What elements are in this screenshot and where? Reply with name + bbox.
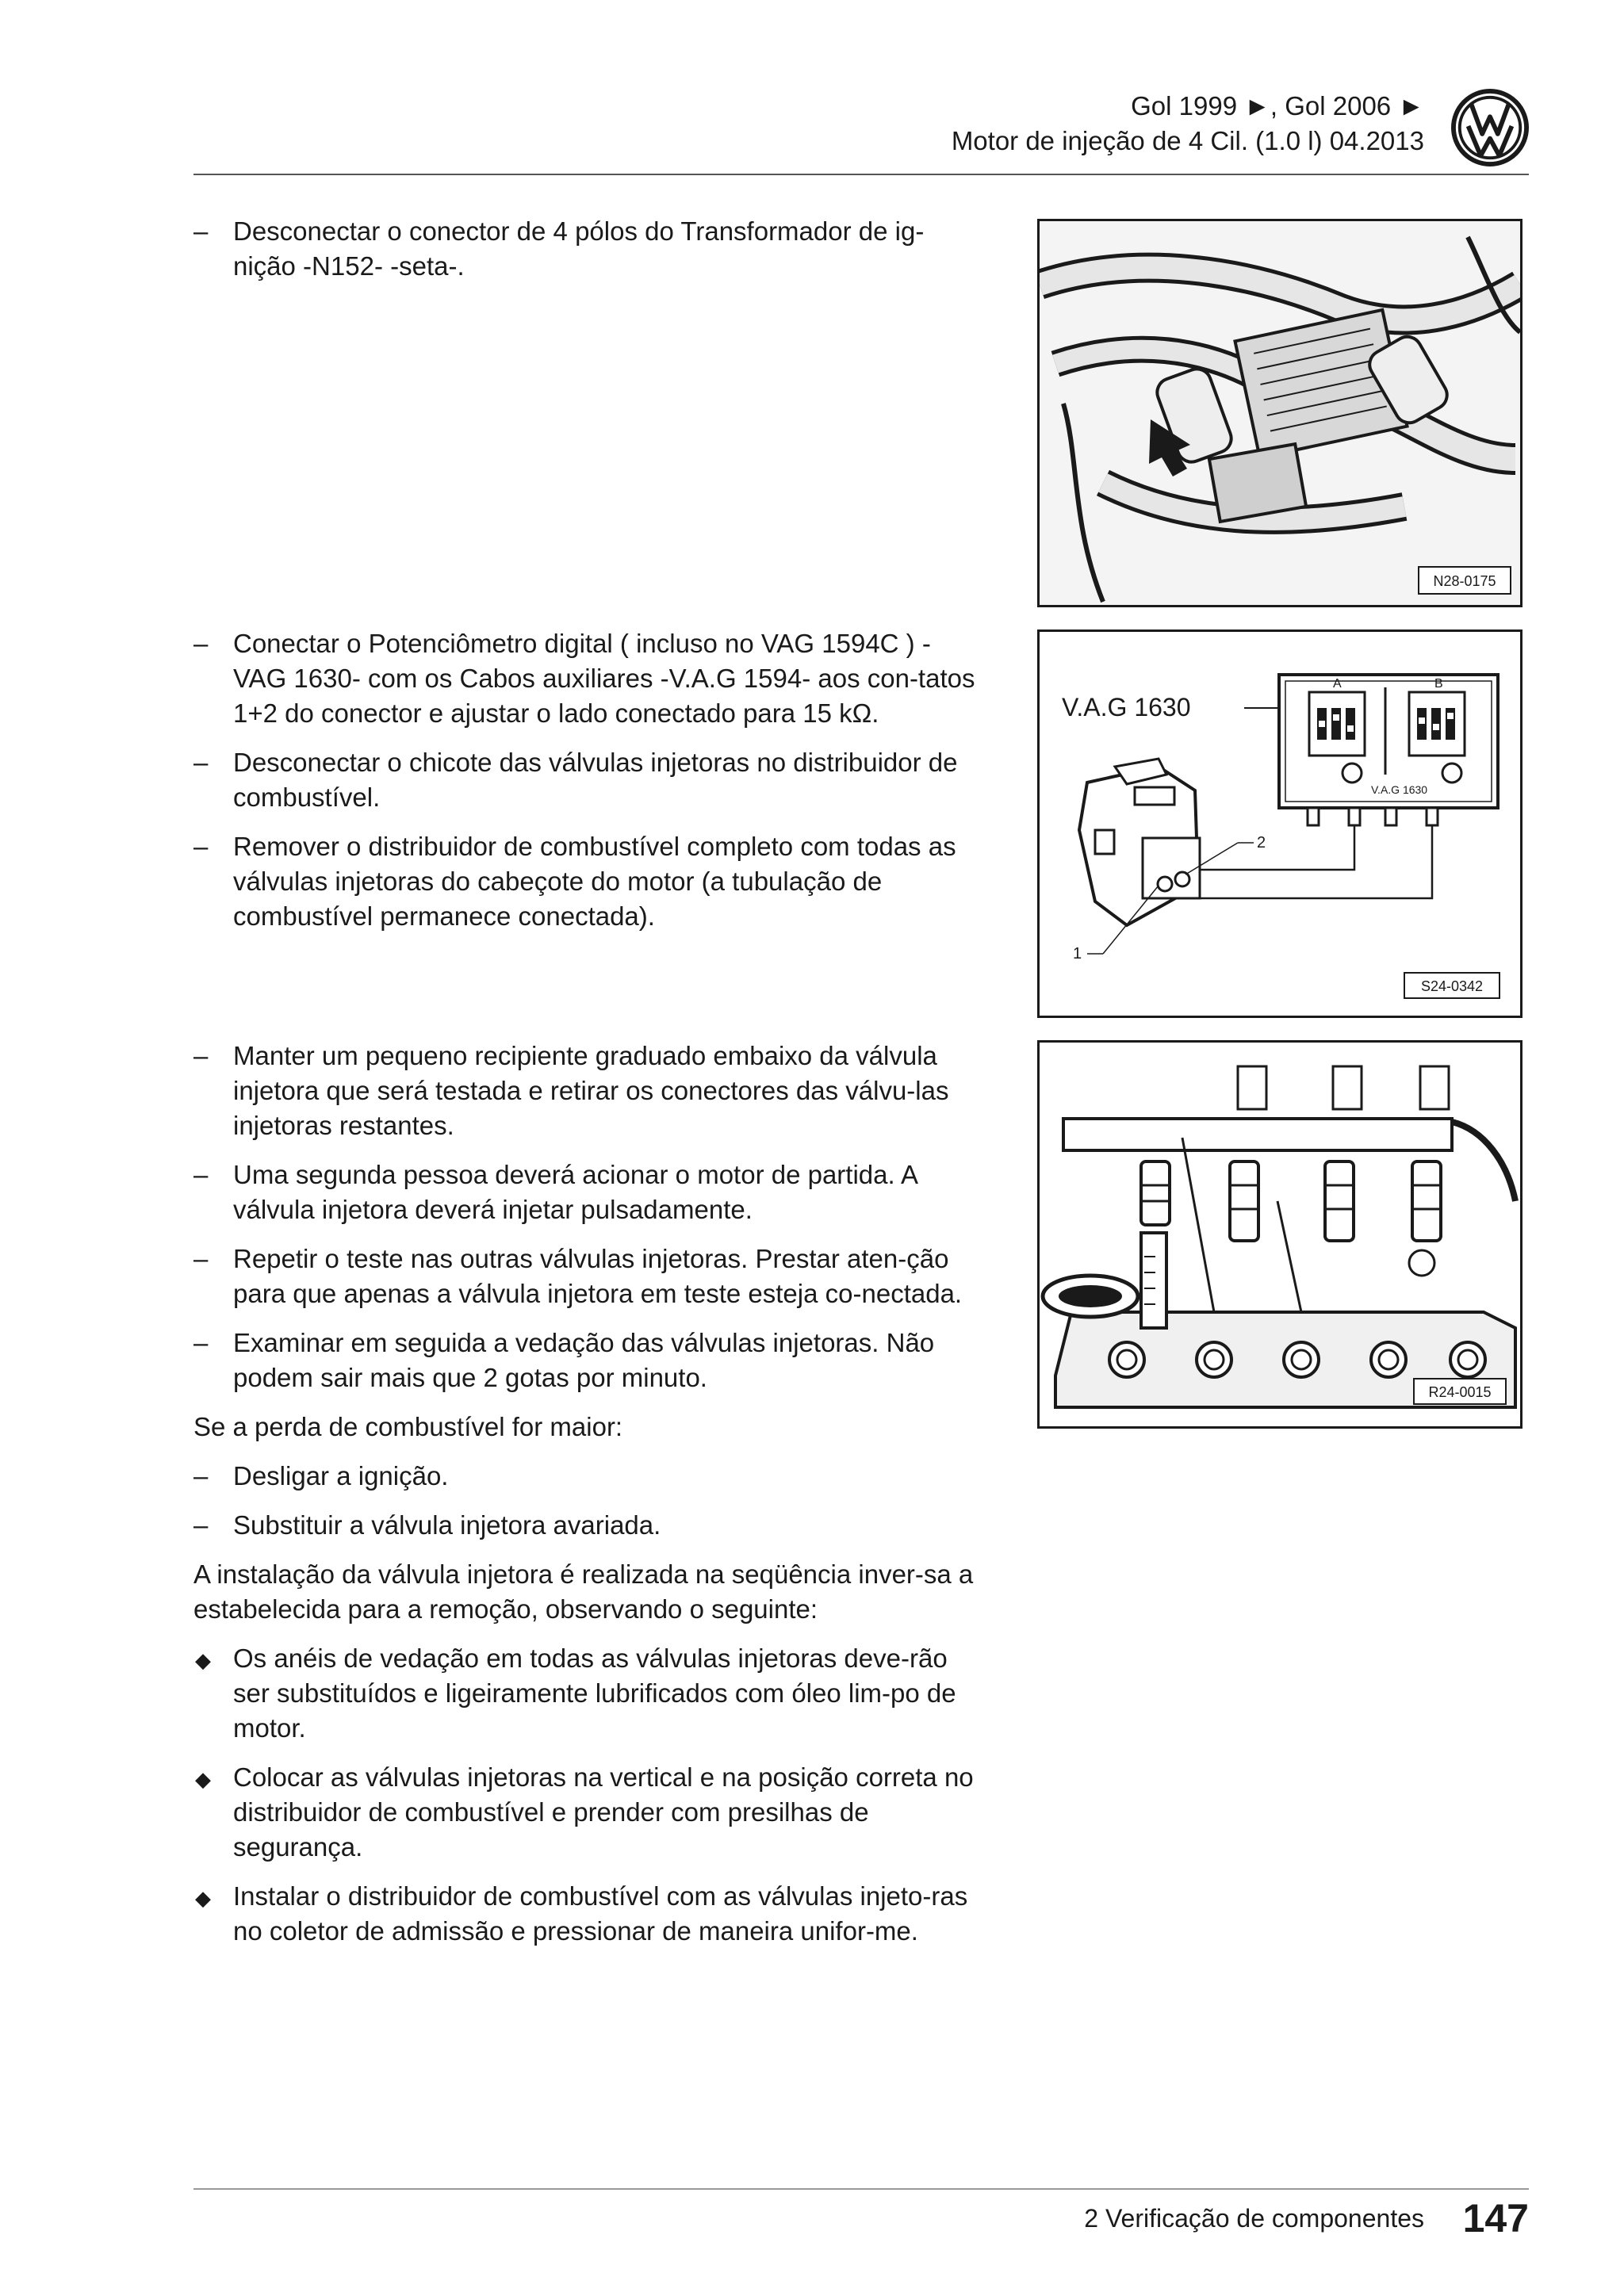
panel-label: V.A.G 1630 [1371,783,1428,796]
instruction-text: Desconectar o conector de 4 pólos do Transformador de ig-nição -N152- -seta-. [233,216,925,281]
header-divider [193,174,1529,175]
instruction-text: Conectar o Potenciômetro digital ( incluso no VAG 1594C ) -VAG 1630- com os Cabos auxiliares -V.A.G 1594- aos con-tatos 1+2 do conector e ajustar o lado conectado para 15 kΩ. [233,629,975,728]
list-item [193,1326,979,1395]
dash-marker: – [193,832,209,861]
instruction-text: Examinar em seguida a vedação das válvulas injetoras. Não podem sair mais que 2 gotas por minuto. [233,1328,935,1392]
document-header [952,89,1424,159]
figure-fuel-rail-injectors [1037,1040,1522,1429]
dash-marker: – [193,629,209,658]
dash-marker: – [193,1244,209,1273]
dash-marker: – [193,216,209,246]
bullet-item [193,1641,979,1746]
list-item [193,1158,979,1227]
list-item [193,626,979,731]
section-disconnect-connector [193,214,979,284]
dash-marker: – [193,1041,209,1070]
instruction-text: Instalar o distribuidor de combustível com as válvulas injeto-ras no coletor de admissão e pressionar de maneira unifor-me. [233,1881,968,1946]
slot-a-label: A [1333,677,1342,691]
list-item [193,829,979,934]
list-item [193,1039,979,1143]
dash-marker: – [193,1328,209,1357]
section-potentiometer [193,626,979,934]
list-item [193,214,979,284]
callout-2: 2 [1257,834,1266,851]
instruction-text: Colocar as válvulas injetoras na vertical e na posição correta no distribuidor de combustível e prender com presilhas de segurança. [233,1762,974,1862]
header-vehicle-line: Gol 1999 ►, Gol 2006 ► [1131,91,1424,121]
list-item [193,1508,979,1543]
slot-b-label: B [1434,677,1443,691]
dash-marker: – [193,748,209,777]
instruction-text: Manter um pequeno recipiente graduado embaixo da válvula injetora que será testada e retirar os conectores das válvu-las injetoras restantes. [233,1041,949,1140]
diamond-bullet-icon: ◆ [195,1767,211,1791]
footer-section-title: 2 Verificação de componentes [1084,2204,1424,2233]
list-item [193,1459,979,1494]
vw-logo-icon [1451,89,1529,166]
paragraph-condition: Se a perda de combustível for maior: [193,1412,623,1441]
callout-1: 1 [1073,945,1082,962]
dash-marker: – [193,1160,209,1189]
section-injector-test [193,1039,979,1949]
figure-code-label: N28-0175 [1433,573,1496,589]
dash-marker: – [193,1510,209,1540]
bullet-item [193,1879,979,1949]
header-engine-line: Motor de injeção de 4 Cil. (1.0 l) 04.2013 [951,126,1424,155]
footer-divider [193,2188,1529,2190]
figure-code-label: S24-0342 [1420,978,1484,994]
diamond-bullet-icon: ◆ [195,1648,211,1672]
diamond-bullet-icon: ◆ [195,1886,211,1910]
figure-code-label: R24-0015 [1428,1384,1492,1400]
instruction-text: Desconectar o chicote das válvulas injetoras no distribuidor de combustível. [233,748,958,812]
instruction-text: Desligar a ignição. [233,1461,449,1490]
instruction-text: Remover o distribuidor de combustível completo com todas as válvulas injetoras do cabeçote do motor (a tubulação de combustível permanece conectada). [233,832,956,931]
vag1630-wiring-diagram [1040,632,1520,1016]
ignition-transformer-illustration [1040,221,1520,605]
device-label: V.A.G 1630 [1062,693,1191,721]
instruction-text: Os anéis de vedação em todas as válvulas injetoras deve-rão ser substituídos e ligeiramente lubrificados com óleo lim-po de motor. [233,1644,956,1743]
page-number: 147 [1462,2196,1529,2241]
figure-ignition-transformer [1037,219,1522,607]
dash-marker: – [193,1461,209,1490]
figure-vag1630-connection [1037,629,1522,1018]
instruction-text: Repetir o teste nas outras válvulas injetoras. Prestar aten-ção para que apenas a válvula injetora em teste esteja co-nectada. [233,1244,963,1308]
fuel-rail-illustration [1040,1043,1520,1426]
list-item [193,1242,979,1311]
instruction-text: Substituir a válvula injetora avariada. [233,1510,661,1540]
instruction-text: Uma segunda pessoa deverá acionar o motor de partida. A válvula injetora deverá injetar pulsadamente. [233,1160,917,1224]
paragraph-installation: A instalação da válvula injetora é realizada na seqüência inver-sa a estabelecida para a remoção, observando o seguinte: [193,1559,974,1624]
bullet-item [193,1760,979,1865]
list-item [193,745,979,815]
